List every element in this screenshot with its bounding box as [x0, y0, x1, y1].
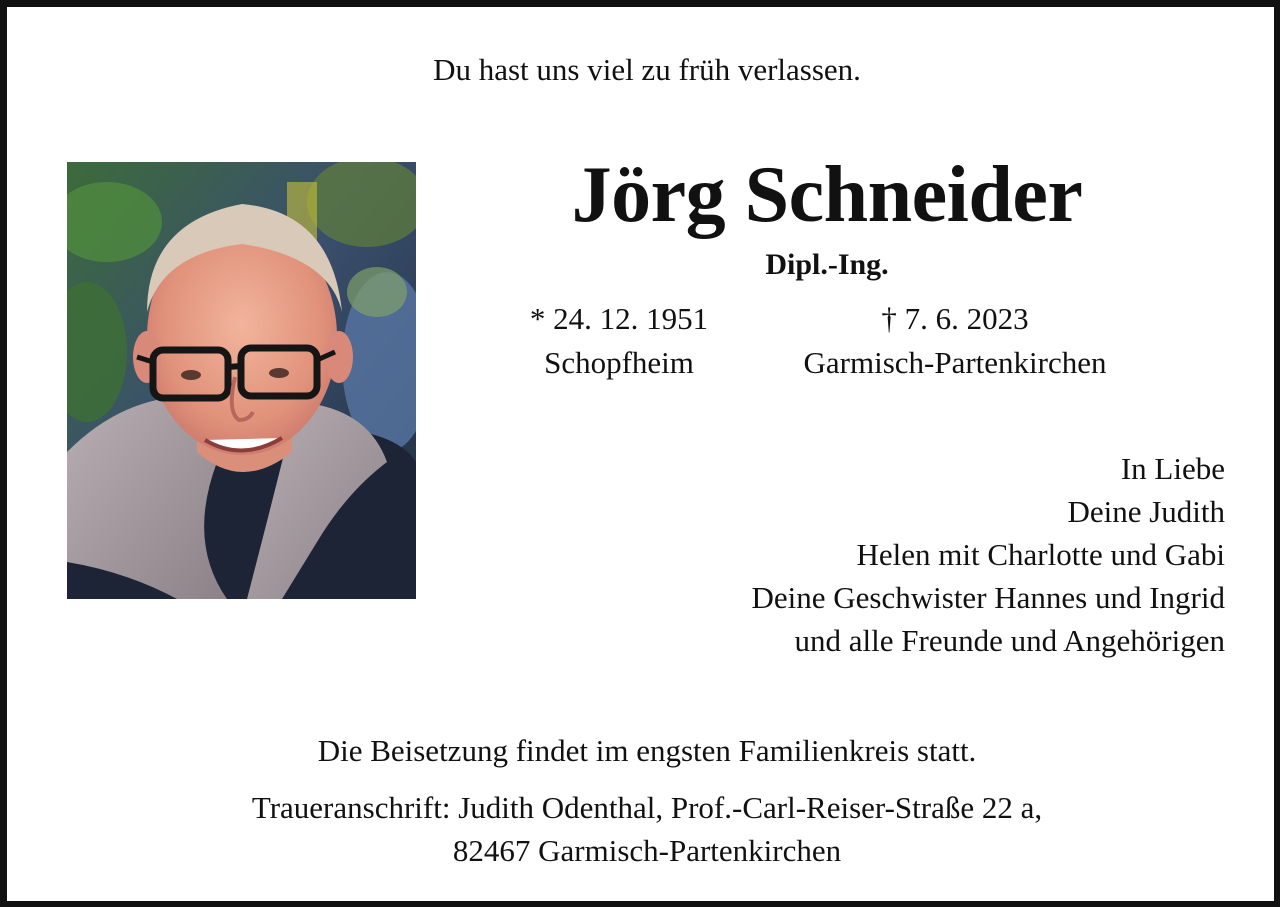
birth-date: * 24. 12. 1951 [529, 301, 709, 336]
death-date: † 7. 6. 2023 [881, 301, 1029, 336]
deceased-name: Jörg Schneider [571, 151, 1083, 239]
mourning-address-line-1: Traueranschrift: Judith Odenthal, Prof.-Carl-Reiser-Straße 22 a, [251, 790, 1043, 825]
birth-place: Schopfheim [544, 345, 694, 380]
portrait-photo [67, 162, 416, 599]
mourner-line: In Liebe [1120, 451, 1225, 486]
academic-title: Dipl.-Ing. [765, 248, 889, 281]
motto-line: Du hast uns viel zu früh verlassen. [433, 52, 861, 87]
death-place: Garmisch-Partenkirchen [803, 345, 1107, 380]
mourner-line: und alle Freunde und Angehörigen [794, 623, 1225, 658]
mourner-line: Deine Geschwister Hannes und Ingrid [751, 580, 1225, 615]
mourner-line: Deine Judith [1067, 494, 1225, 529]
mourner-line: Helen mit Charlotte und Gabi [856, 537, 1225, 572]
burial-note: Die Beisetzung findet im engsten Familienkreis statt. [317, 733, 977, 768]
mourning-address-line-2: 82467 Garmisch-Partenkirchen [452, 833, 842, 868]
mourners-list [752, 447, 1225, 662]
